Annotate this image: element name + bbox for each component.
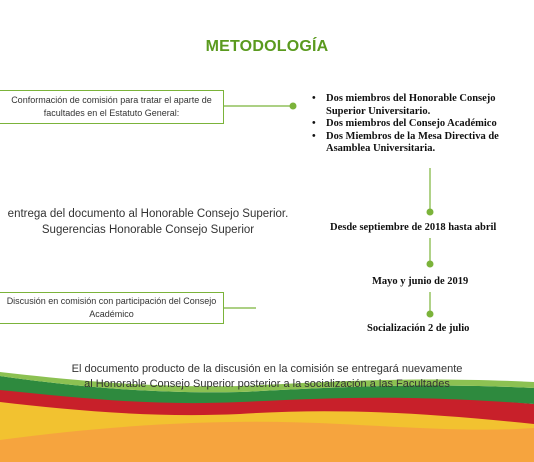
page-title: METODOLOGÍA xyxy=(205,38,329,55)
committee-formation-text: Conformación de comisión para tratar el aparte de facultades en el Estatuto General: xyxy=(11,95,212,118)
bullet-icon: • xyxy=(312,130,316,142)
timeline-step-period: Desde septiembre de 2018 hasta abril xyxy=(330,222,497,233)
bullet-icon: • xyxy=(312,118,316,129)
closing-text: El documento producto de la discusión en la comisión se entregará nuevamente al Honorable Consejo Superior posterior a la socialización a las Facultades xyxy=(71,363,463,390)
timeline-dot xyxy=(427,209,434,216)
bullet-icon: • xyxy=(312,93,316,104)
timeline-dot xyxy=(427,261,434,268)
connector-dot xyxy=(290,103,297,110)
list-item: • Dos miembros del Honorable Consejo Superior Universitario. xyxy=(312,93,496,117)
discussion-box xyxy=(0,292,224,324)
committee-formation-box xyxy=(0,90,224,124)
members-list xyxy=(310,93,534,156)
discussion-text: Discusión en comisión con participación del Consejo Académico xyxy=(6,296,217,319)
timeline-step-may-june: Mayo y junio de 2019 xyxy=(372,276,469,287)
timeline-dot xyxy=(427,311,434,318)
list-item: • Dos miembros del Consejo Académico xyxy=(312,118,497,129)
delivery-text: entrega del documento al Honorable Consejo Superior. Sugerencias Honorable Consejo Superior xyxy=(7,208,289,236)
list-item: • Dos Miembros de la Mesa Directiva de Asamblea Universitaria. xyxy=(312,130,499,154)
timeline-step-socialization: Socialización 2 de julio xyxy=(367,323,470,334)
